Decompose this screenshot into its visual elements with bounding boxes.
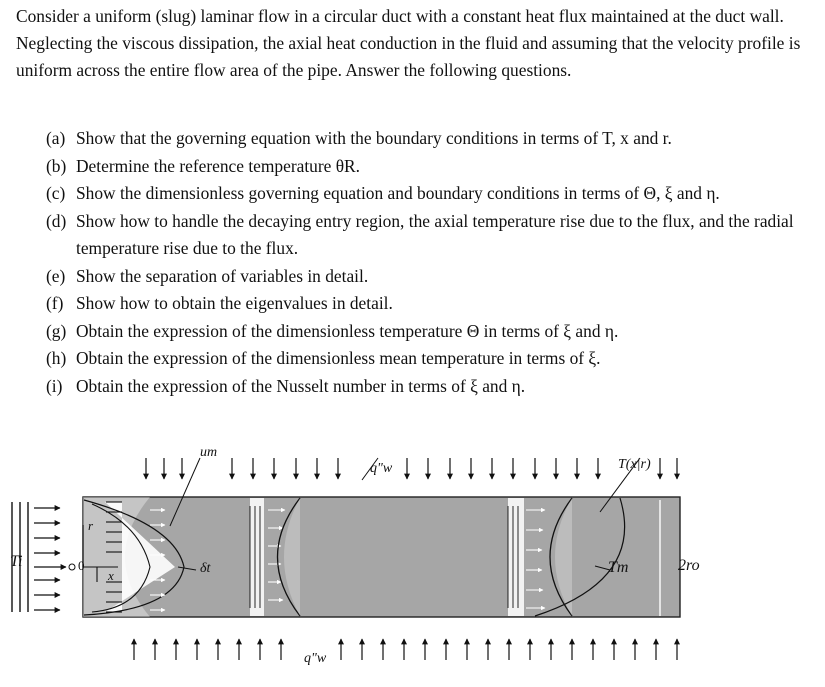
duct-flow-diagram — [0, 440, 825, 687]
diameter-label: 2ro — [678, 557, 700, 574]
question-text: Show the separation of variables in detail. — [76, 265, 369, 286]
question-item — [46, 180, 816, 208]
question-text: Obtain the expression of the Nusselt number in terms of ξ and η. — [76, 375, 526, 396]
heat-flux-top-label: q"w — [370, 461, 393, 476]
question-label: (i) — [46, 375, 63, 396]
bottom-heat-flux-arrows — [134, 639, 677, 660]
origin-label: 0 — [78, 558, 85, 573]
question-label: (c) — [46, 183, 66, 203]
inlet-flow-arrows — [34, 508, 60, 610]
question-item — [46, 373, 816, 401]
question-label: (d) — [46, 210, 67, 231]
question-label: (b) — [46, 155, 67, 176]
problem-statement: Consider a uniform (slug) laminar flow in a circular duct with a constant heat flux maintained at the duct wall. Neglecting the viscous dissipation, the axial heat conduction in the fluid and assuming that the velocity profile is uniform across the entire flow area of the pipe. Answer the following questions. — [16, 6, 801, 80]
question-item — [46, 318, 816, 346]
question-item — [46, 290, 816, 318]
top-heat-flux-arrows — [146, 458, 677, 479]
question-item — [46, 263, 816, 291]
heat-flux-bottom-label: q"w — [304, 651, 327, 666]
question-text: Show that the governing equation with the boundary conditions in terms of T, x and r. — [76, 128, 672, 148]
question-text: Obtain the expression of the dimensionless mean temperature in terms of ξ. — [76, 348, 601, 368]
question-item — [46, 125, 816, 153]
question-text: Obtain the expression of the dimensionless temperature Θ in terms of ξ and η. — [76, 320, 619, 341]
mean-temperature-label: Tm — [608, 559, 629, 576]
question-item — [46, 345, 816, 373]
question-label: (e) — [46, 265, 66, 286]
question-item — [46, 208, 816, 263]
question-text: Show how to handle the decaying entry region, the axial temperature rise due to the flux, and the radial temperature rise due to the flux. — [76, 210, 794, 258]
question-label: (h) — [46, 348, 67, 368]
temperature-profile-label: T(x|r) — [618, 457, 651, 472]
question-label: (f) — [46, 293, 64, 313]
duct-body — [83, 497, 680, 617]
inlet-temperature-label: Ti — [10, 553, 23, 570]
question-text: Show how to obtain the eigenvalues in detail. — [76, 293, 393, 313]
thermal-boundary-label: δt — [200, 561, 211, 576]
origin-point — [69, 564, 75, 570]
question-item — [46, 153, 816, 181]
question-label: (a) — [46, 128, 66, 148]
question-list — [46, 125, 816, 400]
radial-axis-label: r — [88, 518, 94, 533]
velocity-label: um — [200, 445, 218, 460]
axial-axis-label: x — [108, 568, 114, 583]
question-text: Show the dimensionless governing equation and boundary conditions in terms of Θ, ξ and η. — [76, 183, 720, 203]
question-label: (g) — [46, 320, 67, 341]
question-text: Determine the reference temperature θR. — [76, 155, 361, 176]
